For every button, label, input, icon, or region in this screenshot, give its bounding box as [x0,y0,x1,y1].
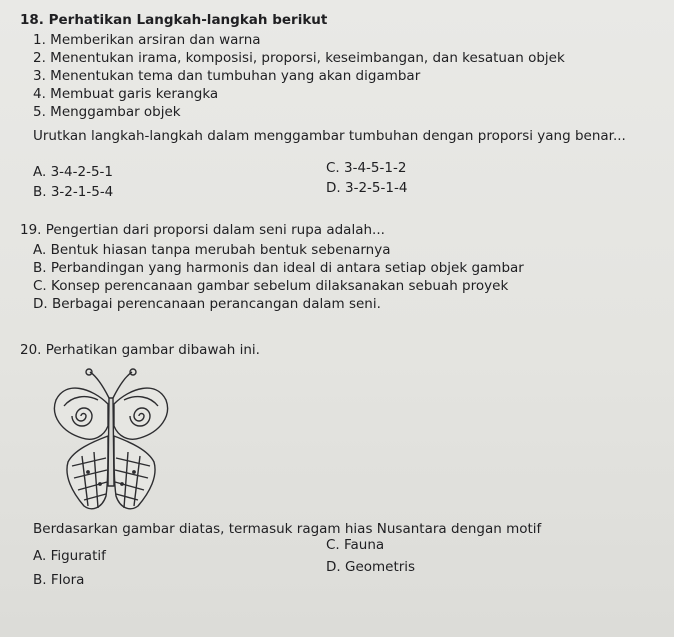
q18-option-b[interactable]: B. 3-2-1-5-4 [33,184,114,200]
q20-question: Berdasarkan gambar diatas, termasuk ragam hias Nusantara dengan motif [33,521,542,537]
q19-option-d[interactable]: D. Berbagai perencanaan perancangan dalam seni. [33,296,381,312]
q20-option-b[interactable]: B. Flora [33,572,85,588]
q18-option-c[interactable]: C. 3-4-5-1-2 [326,160,407,176]
q18-option-d[interactable]: D. 3-2-5-1-4 [326,180,408,196]
q20-option-a[interactable]: A. Figuratif [33,548,106,564]
q20-heading: 20. Perhatikan gambar dibawah ini. [20,342,260,358]
q20-option-d[interactable]: D. Geometris [326,559,416,575]
q18-question: Urutkan langkah-langkah dalam menggambar tumbuhan dengan proporsi yang benar... [33,128,626,144]
q18-step-2: 2. Menentukan irama, komposisi, proporsi, keseimbangan, dan kesatuan objek [33,50,565,66]
q18-step-4: 4. Membuat garis kerangka [33,86,219,102]
q18-step-5: 5. Menggambar objek [33,104,181,120]
q19-option-a[interactable]: A. Bentuk hiasan tanpa merubah bentuk sebenarnya [33,242,391,258]
q19-option-c[interactable]: C. Konsep perencanaan gambar sebelum dilaksanakan sebuah proyek [33,278,509,294]
q18-option-a[interactable]: A. 3-4-2-5-1 [33,164,114,180]
q19-option-b[interactable]: B. Perbandingan yang harmonis dan ideal di antara setiap objek gambar [33,260,524,276]
butterfly-ornament-image [52,366,170,514]
q19-question: 19. Pengertian dari proporsi dalam seni rupa adalah... [20,222,385,238]
q18-step-3: 3. Menentukan tema dan tumbuhan yang akan digambar [33,68,421,84]
q18-step-1: 1. Memberikan arsiran dan warna [33,32,261,48]
q18-heading: 18. Perhatikan Langkah-langkah berikut [20,12,328,28]
q20-option-c[interactable]: C. Fauna [326,537,385,553]
